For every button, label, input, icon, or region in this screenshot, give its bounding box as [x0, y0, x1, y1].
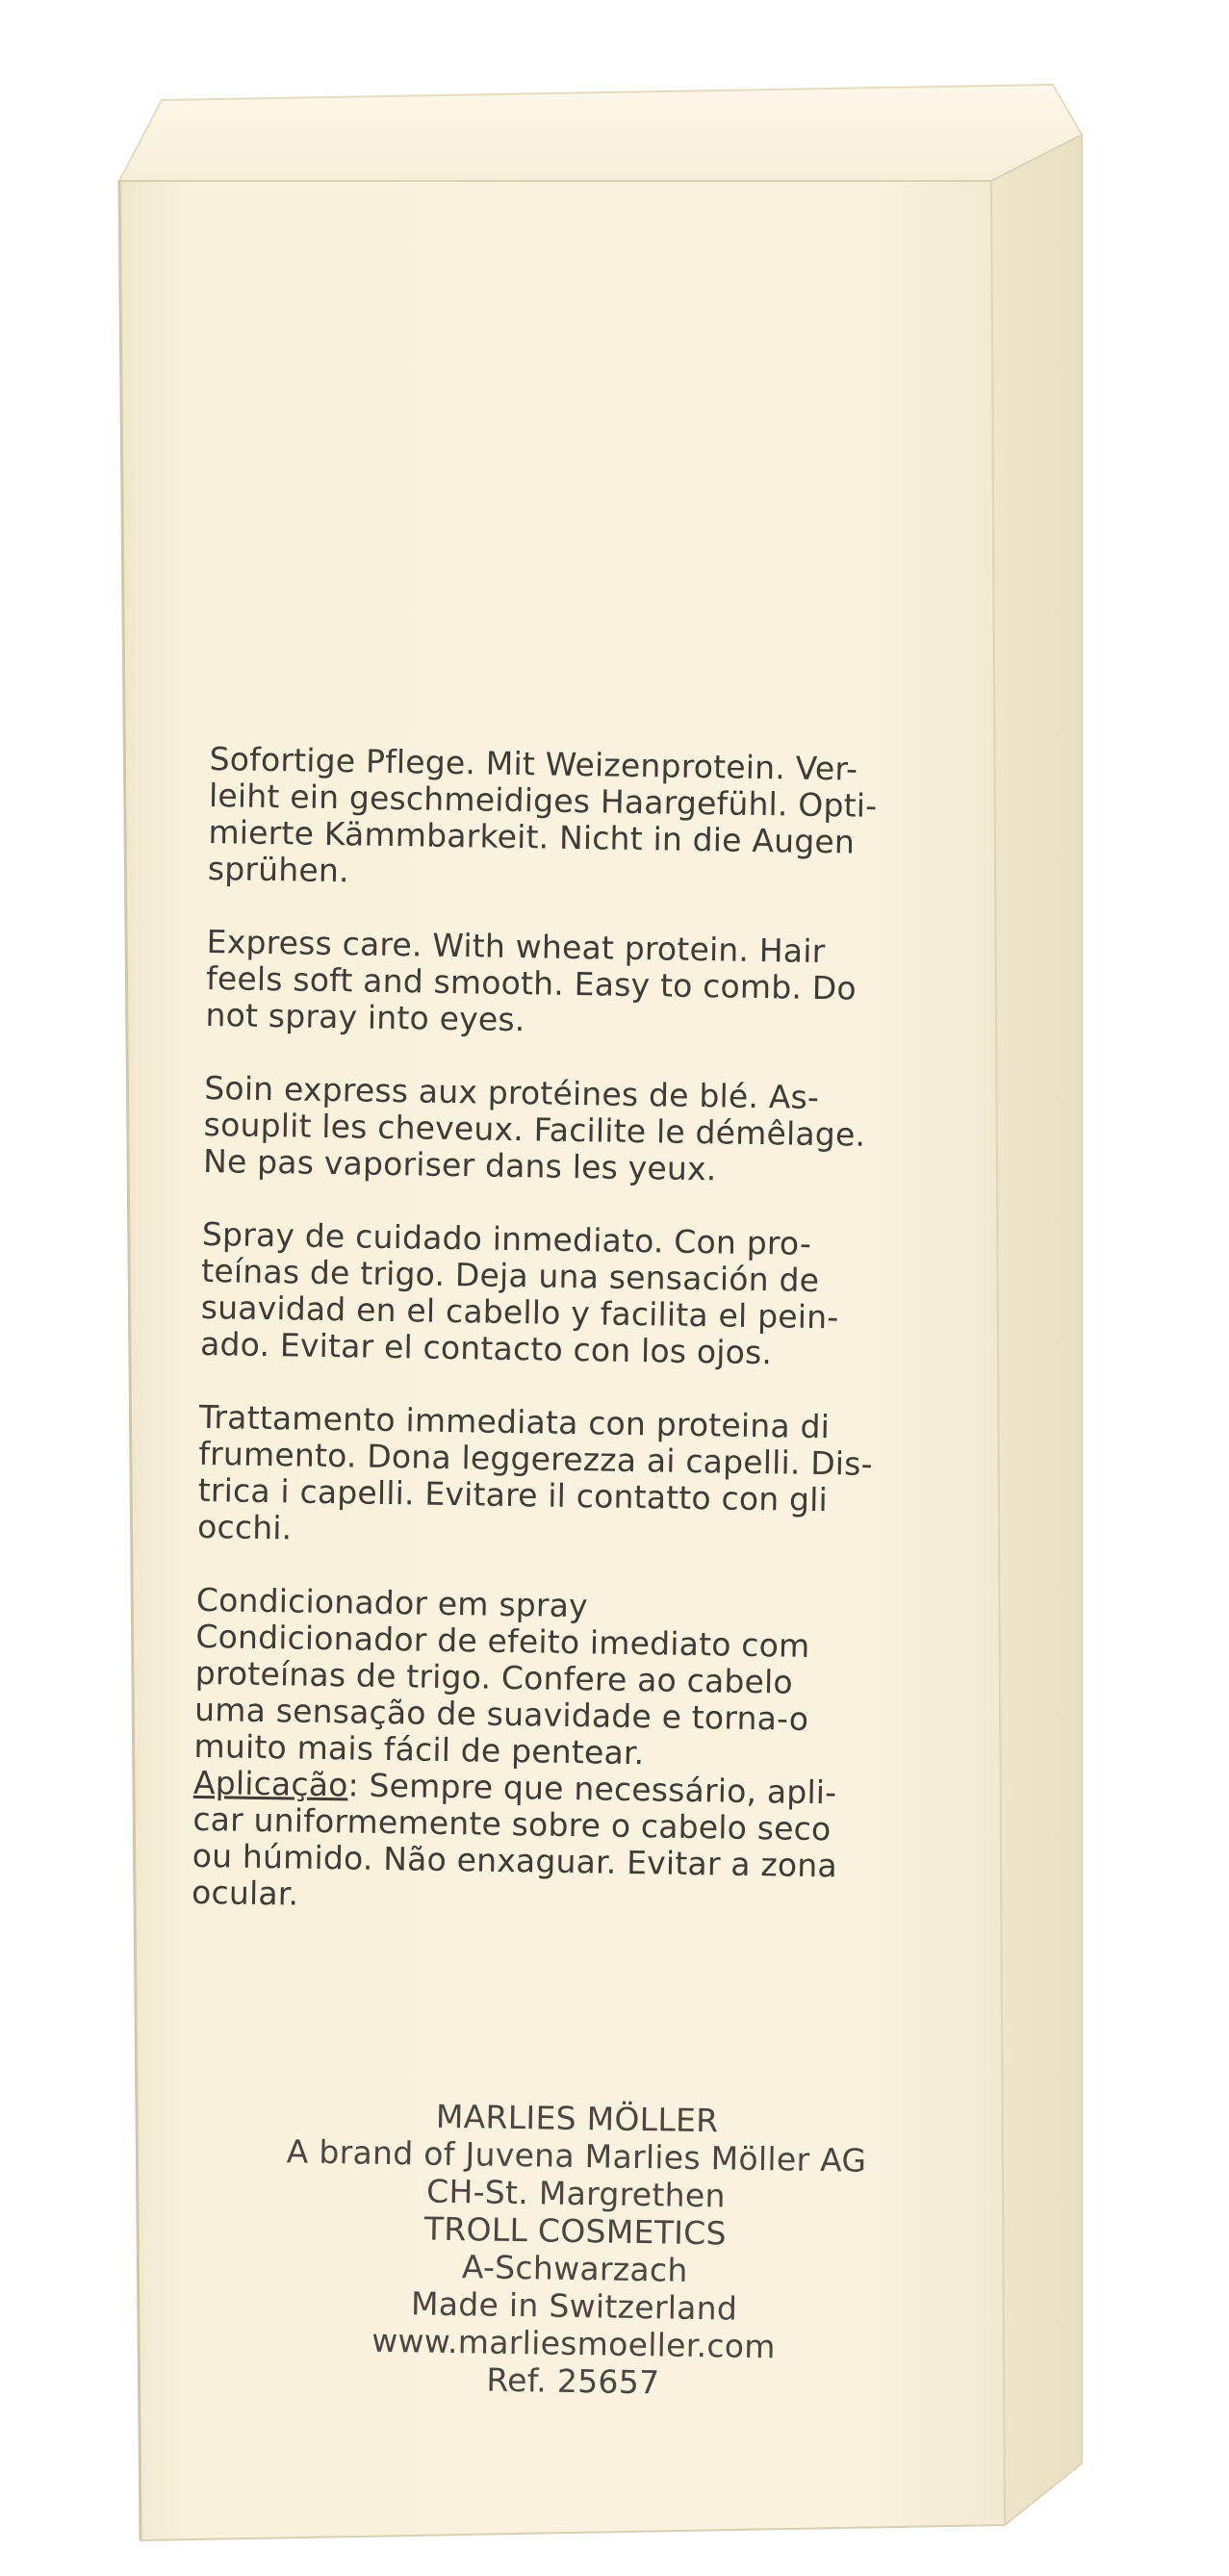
company-name: A brand of Juvena Marlies Möller AG [286, 2132, 867, 2180]
text-line: car uniformemente sobre o cabelo seco [192, 1799, 832, 1849]
distributor-name: TROLL COSMETICS [423, 2209, 728, 2253]
website-text: www.marliesmoeller.com [371, 2321, 777, 2366]
text-line: mierte Kämmbarkeit. Nicht in die Augen [208, 812, 856, 861]
text-line: ou húmido. Não enxaguar. Evitar a zona [192, 1836, 838, 1885]
text-line: Trattamento immediata con proteina di [198, 1397, 831, 1446]
box-side-panel [991, 135, 1082, 2525]
description-en [205, 924, 931, 1045]
brand-name: MARLIES MÖLLER [435, 2097, 719, 2140]
box-top-flap [119, 85, 1082, 181]
text-line: Condicionador em spray [195, 1580, 589, 1625]
text-line: trica i capelli. Evitare il contatto con gli [197, 1470, 829, 1519]
text-line: proteínas de trigo. Confere ao cabelo [194, 1653, 794, 1701]
text-line: not spray into eyes. [205, 995, 525, 1039]
text-line: sprühen. [207, 849, 350, 890]
text-line: uma sensação de suavidade e torna-o [193, 1690, 809, 1738]
description-it [197, 1399, 923, 1557]
text-line: Express care. With wheat protein. Hair [206, 922, 826, 971]
text-line: feels soft and smooth. Easy to comb. Do [205, 958, 858, 1007]
text-line: leiht ein geschmeidiges Haargefühl. Opti- [208, 776, 878, 825]
reference-number: Ref. 25657 [486, 2360, 660, 2402]
text-line: Condicionador de efeito imediato com [195, 1617, 810, 1665]
text-line: muito mais fácil de pentear. [193, 1726, 645, 1773]
distributor-location: A-Schwarzach [461, 2248, 688, 2289]
description-fr [203, 1070, 929, 1191]
imprint-block [217, 2094, 934, 2406]
application-text: : Sempre que necessário, apli- [347, 1766, 837, 1812]
description-block [191, 741, 934, 1959]
description-de [208, 741, 934, 899]
company-location: CH-St. Margrethen [425, 2172, 727, 2215]
text-line: ado. Evitar el contacto con los ojos. [199, 1324, 773, 1372]
text-line: occhi. [196, 1507, 293, 1547]
text-line: suavidad en el cabello y facilita el pein- [200, 1288, 839, 1337]
text-line: souplit les cheveux. Facilite le démêlage. [203, 1105, 866, 1154]
text-line: frumento. Dona leggerezza ai capelli. Dis- [198, 1434, 874, 1483]
text-line: ocular. [191, 1873, 299, 1913]
description-es [200, 1216, 926, 1374]
text-line: teínas de trigo. Deja una sensación de [201, 1251, 820, 1300]
application-label: Aplicação [192, 1763, 348, 1804]
description-pt [192, 1582, 920, 1923]
text-line: Ne pas vaporiser dans les yeux. [202, 1141, 717, 1188]
text-line: Soin express aux protéines de blé. As- [204, 1068, 820, 1116]
origin-label: Made in Switzerland [410, 2284, 738, 2328]
text-line: Sofortige Pflege. Mit Weizenprotein. Ver- [209, 740, 858, 788]
text-line: Spray de cuidado inmediato. Con pro- [201, 1214, 812, 1262]
